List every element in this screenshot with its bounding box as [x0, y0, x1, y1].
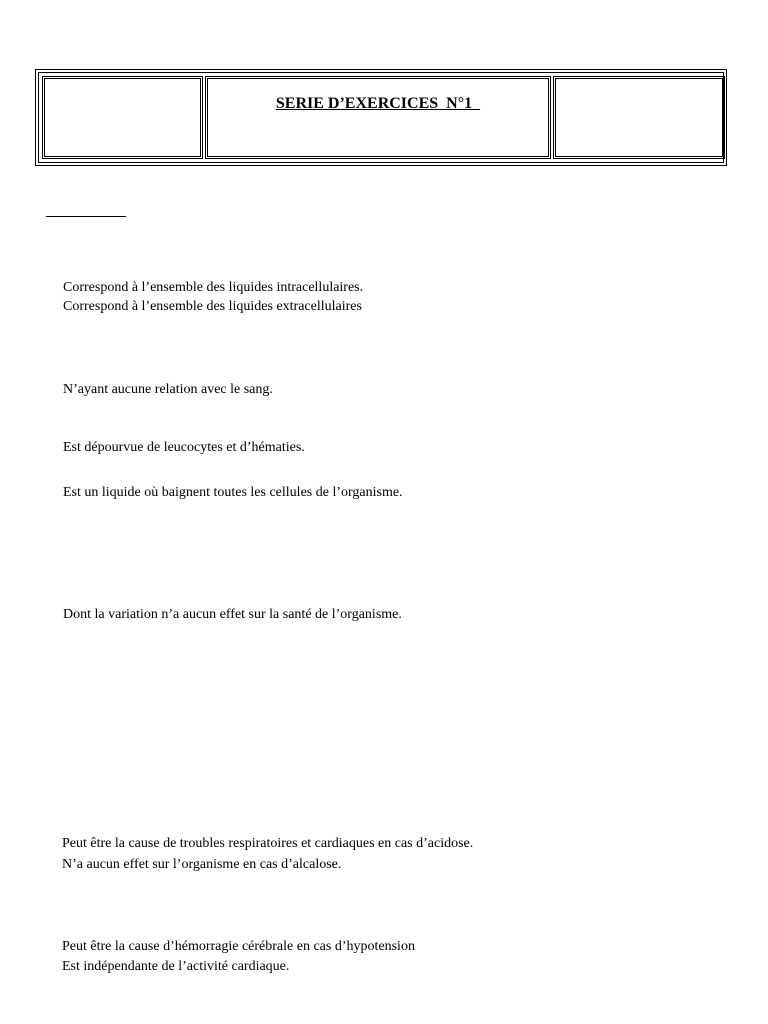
header-cell-title: [205, 76, 551, 159]
statement-line: Peut être la cause d’hémorragie cérébrale en cas d’hypotension: [62, 939, 415, 954]
statement-line: Est indépendante de l’activité cardiaque.: [62, 959, 290, 974]
header-cell-right: [553, 76, 725, 159]
section-underline: [46, 216, 126, 217]
header-table: [35, 69, 727, 166]
statement-line: N’a aucun effet sur l’organisme en cas d’alcalose.: [62, 857, 342, 872]
statement-line: Est un liquide où baignent toutes les cellules de l’organisme.: [63, 485, 403, 500]
statement-line: Dont la variation n’a aucun effet sur la santé de l’organisme.: [63, 607, 402, 622]
statement-line: Peut être la cause de troubles respiratoires et cardiaques en cas d’acidose.: [62, 836, 474, 851]
header-cell-left: [42, 76, 203, 159]
statement-line: Est dépourvue de leucocytes et d’hématies.: [63, 440, 305, 455]
statement-line: N’ayant aucune relation avec le sang.: [63, 382, 273, 397]
statement-line: Correspond à l’ensemble des liquides intracellulaires.: [63, 280, 364, 295]
statement-line: Correspond à l’ensemble des liquides extracellulaires: [63, 299, 362, 314]
page-title: SERIE D’EXERCICES N°1: [275, 95, 481, 112]
